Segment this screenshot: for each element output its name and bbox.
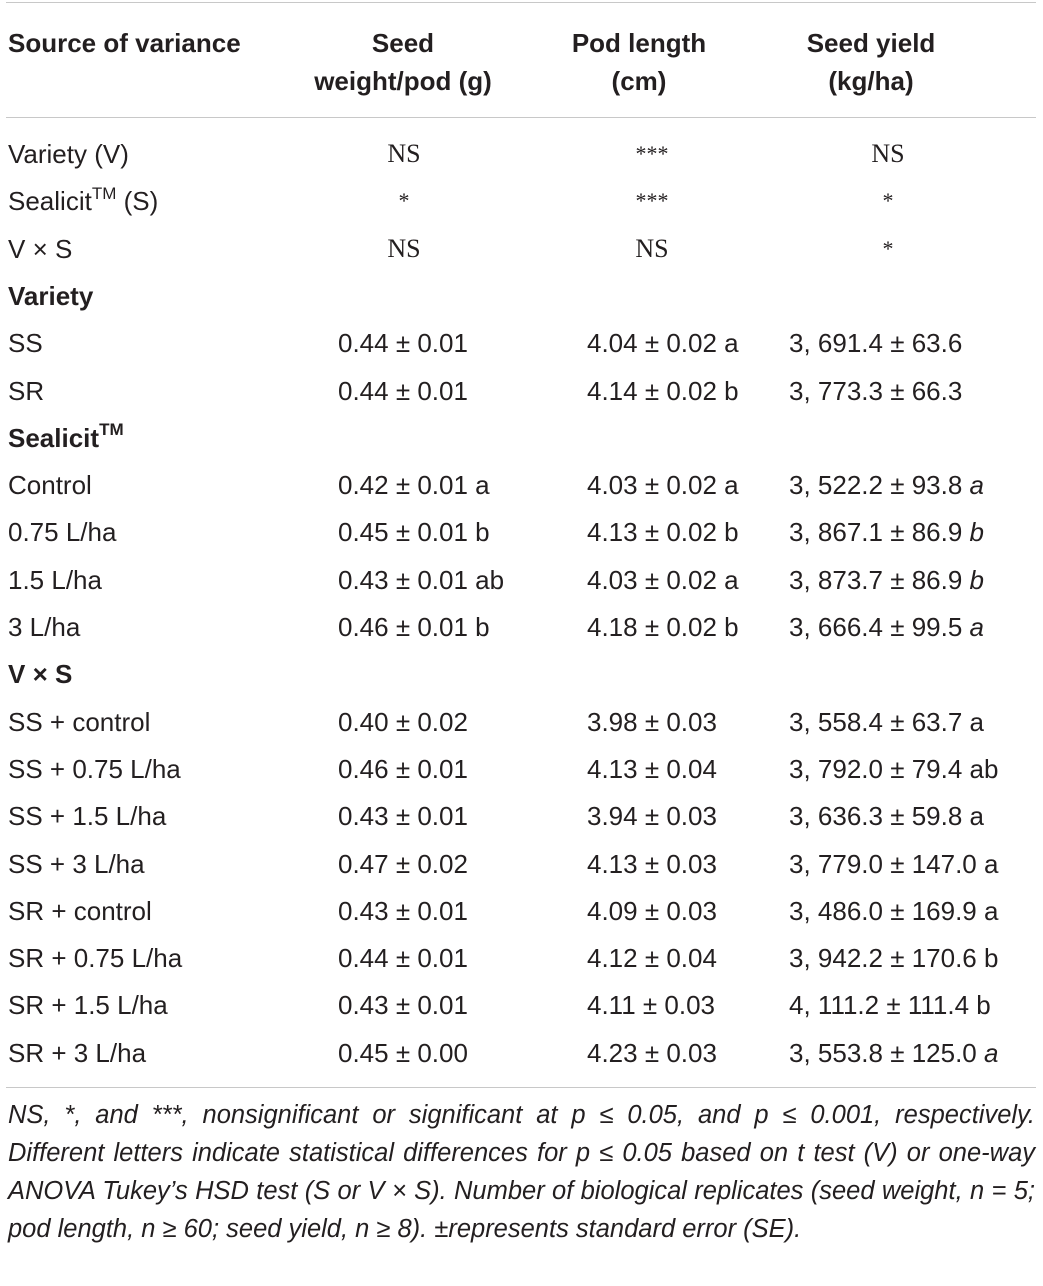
row-label: SS + 0.75 L/ha: [8, 753, 181, 784]
row-label: SR + 0.75 L/ha: [8, 943, 183, 974]
seed-yield-value: 3, 522.2 ± 93.8 a: [789, 470, 984, 501]
significance-seed-yield: NS: [871, 139, 905, 168]
seed-yield-value: 3, 942.2 ± 170.6 b: [789, 943, 999, 974]
row-label: SS + 3 L/ha: [8, 848, 145, 879]
significance-seed-yield: *: [882, 235, 894, 261]
seed-weight-value: 0.42 ± 0.01 a: [338, 470, 490, 501]
seed-weight-value: 0.40 ± 0.02: [338, 706, 468, 737]
pod-length-value: 4.12 ± 0.04: [587, 943, 717, 974]
row-label: SS: [8, 328, 43, 359]
seed-weight-value: 0.44 ± 0.01: [338, 328, 468, 359]
row-label: Variety (V): [8, 139, 129, 169]
seed-weight-value: 0.47 ± 0.02: [338, 848, 468, 879]
pod-length-value: 4.13 ± 0.04: [587, 753, 717, 784]
row-label: Control: [8, 470, 92, 501]
seed-weight-value: 0.43 ± 0.01 ab: [338, 564, 505, 595]
pod-length-value: 4.14 ± 0.02 b: [587, 375, 739, 406]
seed-yield-value: 3, 558.4 ± 63.7 a: [789, 706, 984, 737]
seed-yield-value: 3, 773.3 ± 66.3: [789, 375, 963, 406]
table-footnote: NS, *, and ***, nonsignificant or significant at p ≤ 0.05, and p ≤ 0.001, respectively. Different letters indicate statistical differences for p ≤ 0.05 based on t test (V) or one-way ANOVA Tukey’s HSD test (S or V × S). Number of biological replicates (seed weight, n = 5; pod length, n ≥ 60; seed yield, n ≥ 8). ±represents standard error (SE).: [8, 1101, 1035, 1243]
seed-weight-value: 0.45 ± 0.01 b: [338, 517, 490, 548]
seed-weight-value: 0.43 ± 0.01: [338, 801, 468, 832]
pod-length-value: 4.23 ± 0.03: [587, 1037, 717, 1068]
significance-seed-yield: *: [882, 188, 894, 214]
seed-yield-value: 3, 873.7 ± 86.9 b: [789, 564, 984, 595]
row-label: SR + 1.5 L/ha: [8, 990, 168, 1021]
seed-yield-value: 3, 691.4 ± 63.6: [789, 328, 963, 359]
pod-length-value: 4.03 ± 0.02 a: [587, 564, 739, 595]
seed-yield-value: 3, 553.8 ± 125.0 a: [789, 1037, 999, 1068]
significance-pod-length: ***: [635, 141, 669, 166]
seed-yield-value: 3, 792.0 ± 79.4 ab: [789, 753, 999, 784]
header-seed-weight: Seed weight/pod (g): [314, 28, 492, 96]
header-source: Source of variance: [8, 28, 241, 58]
seed-yield-value: 4, 111.2 ± 111.4 b: [789, 990, 991, 1021]
seed-weight-value: 0.46 ± 0.01 b: [338, 612, 490, 642]
seed-weight-value: 0.45 ± 0.00: [338, 1037, 468, 1068]
section-title: Sealicit™: [8, 420, 124, 453]
pod-length-value: 4.04 ± 0.02 a: [587, 328, 739, 359]
significance-pod-length: NS: [635, 233, 669, 263]
seed-yield-value: 3, 867.1 ± 86.9 b: [789, 517, 984, 548]
seed-weight-value: 0.43 ± 0.01: [338, 990, 468, 1021]
row-label: V × S: [8, 233, 73, 264]
significance-pod-length: ***: [635, 188, 669, 214]
seed-yield-value: 3, 666.4 ± 99.5 a: [789, 612, 984, 642]
pod-length-value: 4.13 ± 0.03: [587, 848, 717, 879]
row-label: 1.5 L/ha: [8, 564, 102, 595]
significance-seed-weight: NS: [387, 139, 421, 168]
row-label: 0.75 L/ha: [8, 517, 117, 548]
row-label: SR + control: [8, 895, 152, 926]
row-label: Sealicit™ (S): [8, 183, 159, 217]
seed-weight-value: 0.44 ± 0.01: [338, 375, 468, 406]
seed-weight-value: 0.44 ± 0.01: [338, 943, 468, 974]
section-title: V × S: [8, 659, 73, 690]
pod-length-value: 3.94 ± 0.03: [587, 801, 717, 832]
row-label: SS + control: [8, 706, 151, 737]
row-label: SR + 3 L/ha: [8, 1037, 147, 1068]
header-pod-length: Pod length (cm): [571, 28, 707, 96]
pod-length-value: 4.11 ± 0.03: [587, 990, 715, 1021]
pod-length-value: 4.09 ± 0.03: [587, 895, 717, 926]
seed-yield-value: 3, 636.3 ± 59.8 a: [789, 801, 984, 832]
seed-weight-value: 0.46 ± 0.01: [338, 753, 468, 784]
bottom-rule: [6, 1087, 1036, 1088]
pod-length-value: 4.03 ± 0.02 a: [587, 470, 739, 501]
top-rule: [6, 2, 1036, 3]
header-rule: [6, 117, 1036, 118]
seed-yield-value: 3, 486.0 ± 169.9 a: [789, 895, 999, 926]
header-seed-yield: Seed yield (kg/ha): [806, 28, 936, 96]
pod-length-value: 4.13 ± 0.02 b: [587, 517, 739, 548]
significance-seed-weight: *: [398, 188, 410, 214]
pod-length-value: 3.98 ± 0.03: [587, 706, 717, 737]
significance-seed-weight: NS: [387, 233, 421, 263]
row-label: SR: [8, 375, 45, 406]
seed-yield-value: 3, 779.0 ± 147.0 a: [789, 848, 999, 879]
seed-weight-value: 0.43 ± 0.01: [338, 895, 468, 926]
pod-length-value: 4.18 ± 0.02 b: [587, 612, 739, 642]
row-label: SS + 1.5 L/ha: [8, 801, 167, 832]
row-label: 3 L/ha: [8, 612, 81, 642]
section-title: Variety: [8, 280, 94, 311]
